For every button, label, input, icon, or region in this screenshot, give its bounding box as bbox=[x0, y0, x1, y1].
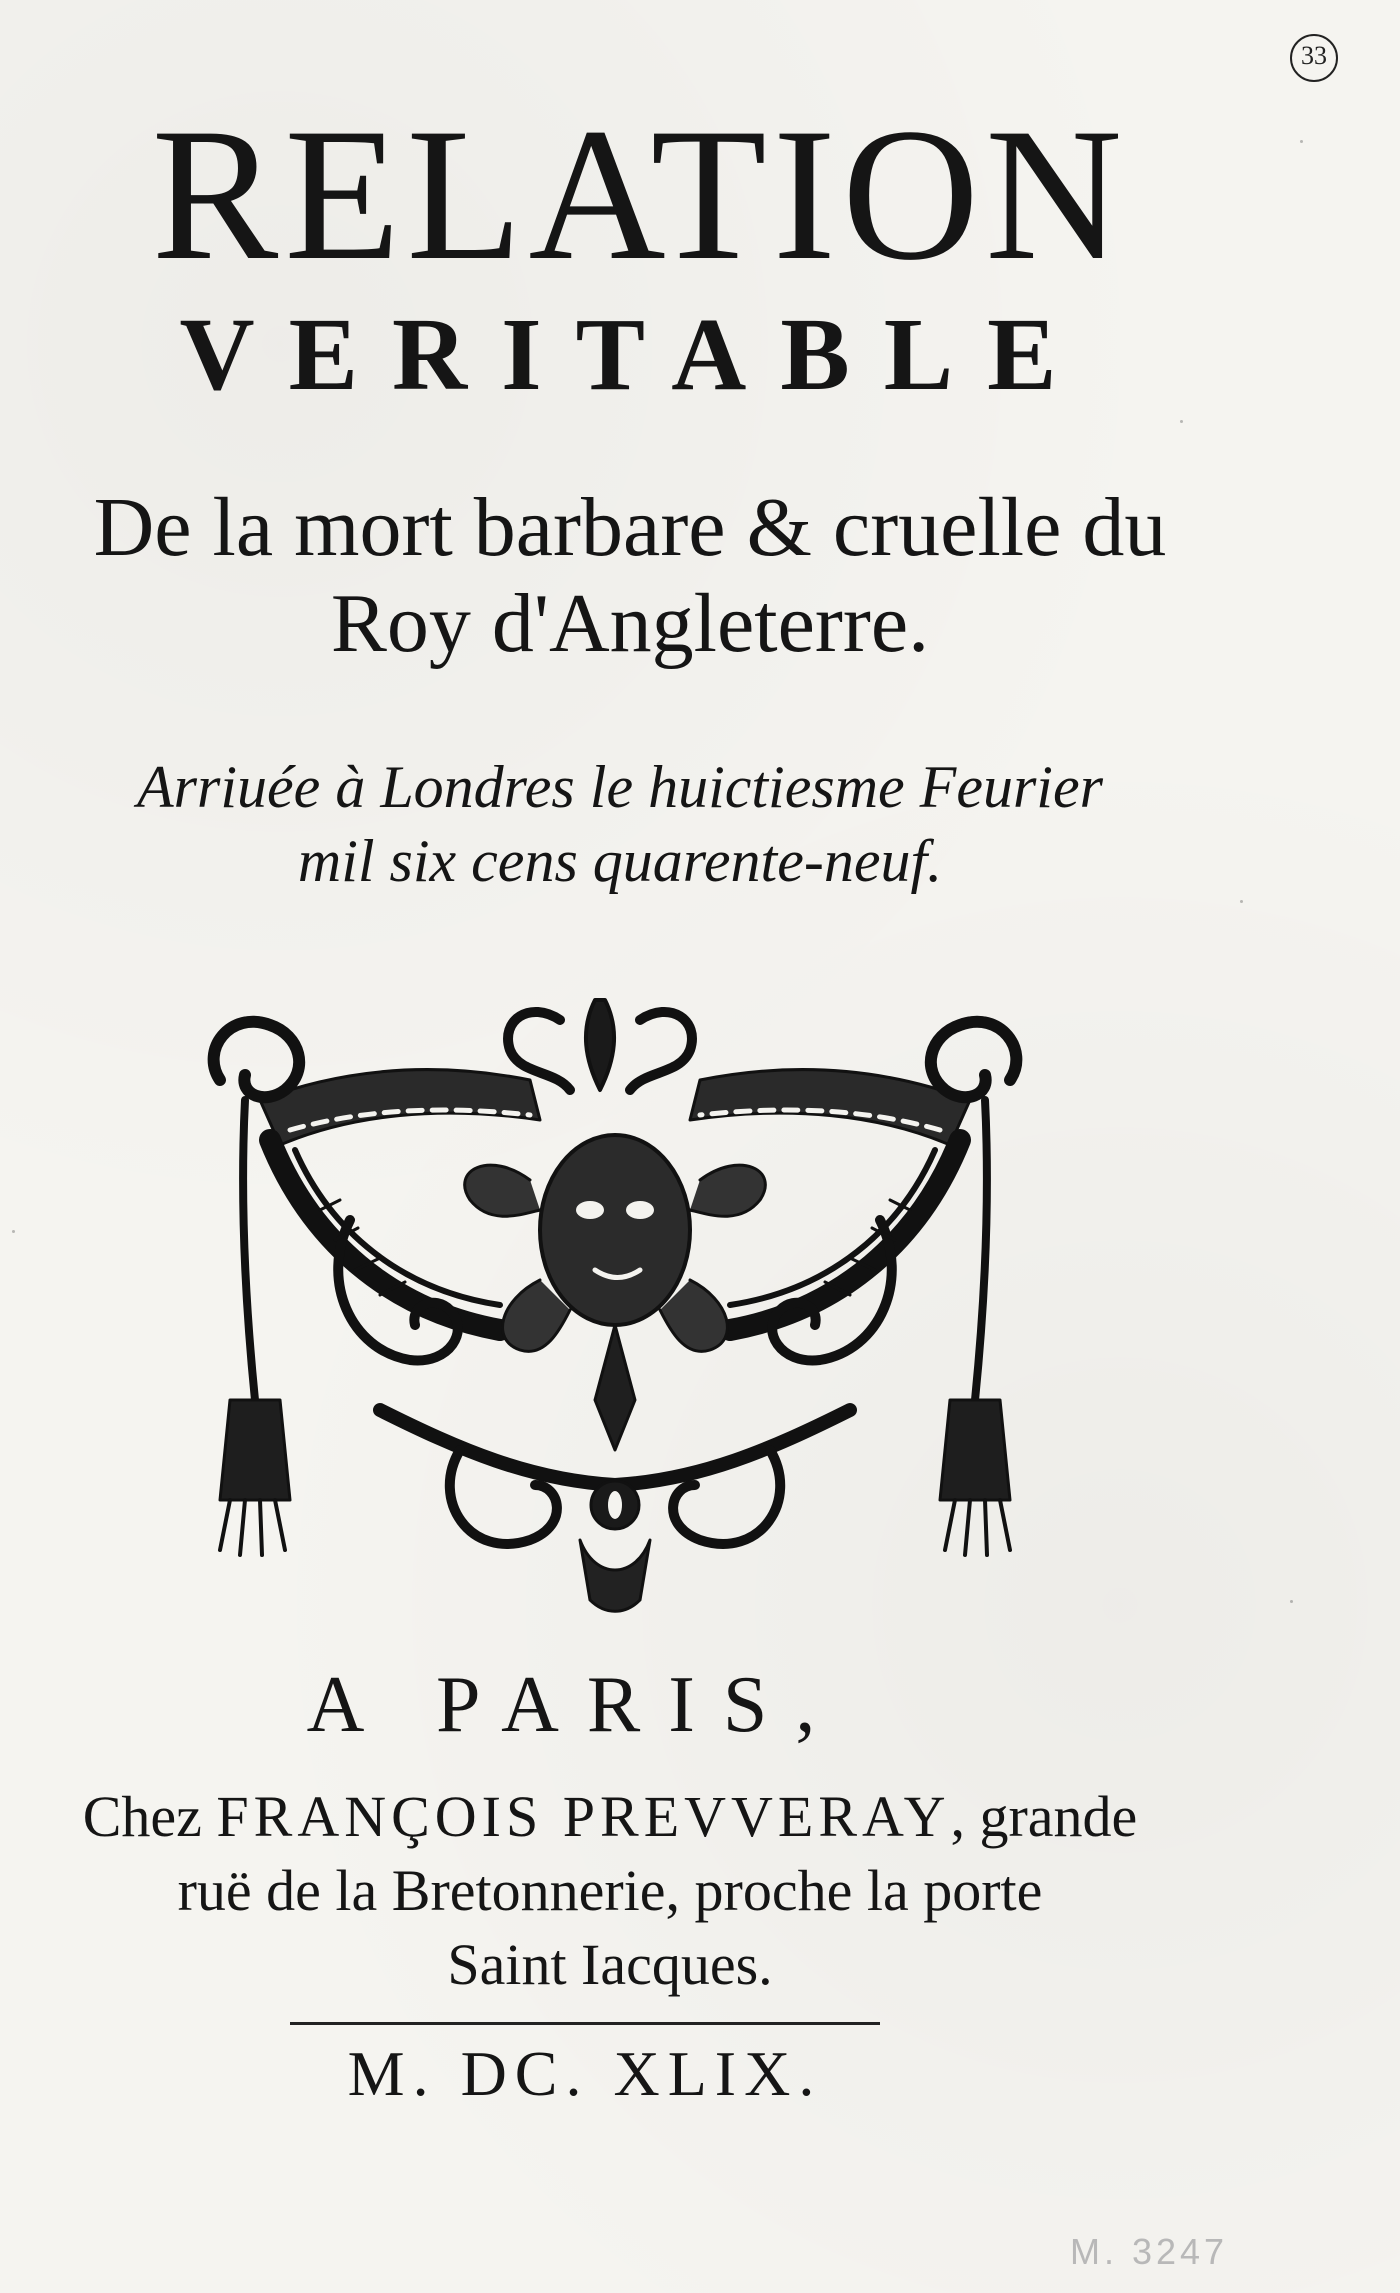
shelfmark: M. 3247 bbox=[1070, 2231, 1229, 2272]
subject-line-2: Roy d'Angleterre. bbox=[330, 577, 930, 670]
title-line-2: VERITABLE bbox=[179, 297, 1091, 412]
imprint-year: M. DC. XLIX. bbox=[347, 2038, 823, 2109]
imprint-line-2: ruë de la Bretonnerie, proche la porte bbox=[177, 1858, 1043, 1923]
folio-mark: 33 bbox=[1290, 34, 1338, 82]
printer-name: FRANÇOIS PREVVERAY bbox=[216, 1784, 951, 1849]
subject-block bbox=[60, 480, 1200, 672]
imprint-suffix: , grande bbox=[950, 1784, 1138, 1849]
imprint-line-3: Saint Iacques. bbox=[447, 1932, 773, 1997]
fleuron-mascaron-ornament-icon bbox=[200, 980, 1030, 1620]
imprint-block bbox=[20, 1780, 1200, 2002]
imprint-rule bbox=[290, 2022, 880, 2025]
imprint-line-1 bbox=[20, 1780, 1200, 1854]
date-line-1: Arriuée à Londres le huictiesme Feurier bbox=[137, 754, 1103, 820]
date-block bbox=[90, 750, 1150, 898]
date-line-2: mil six cens quarente-neuf. bbox=[297, 828, 943, 894]
imprint-place: A PARIS, bbox=[306, 1661, 844, 1749]
title-line-1: RELATION bbox=[151, 90, 1129, 300]
subject-line-1: De la mort barbare & cruelle du bbox=[93, 481, 1167, 574]
imprint-prefix: Chez bbox=[82, 1784, 202, 1849]
